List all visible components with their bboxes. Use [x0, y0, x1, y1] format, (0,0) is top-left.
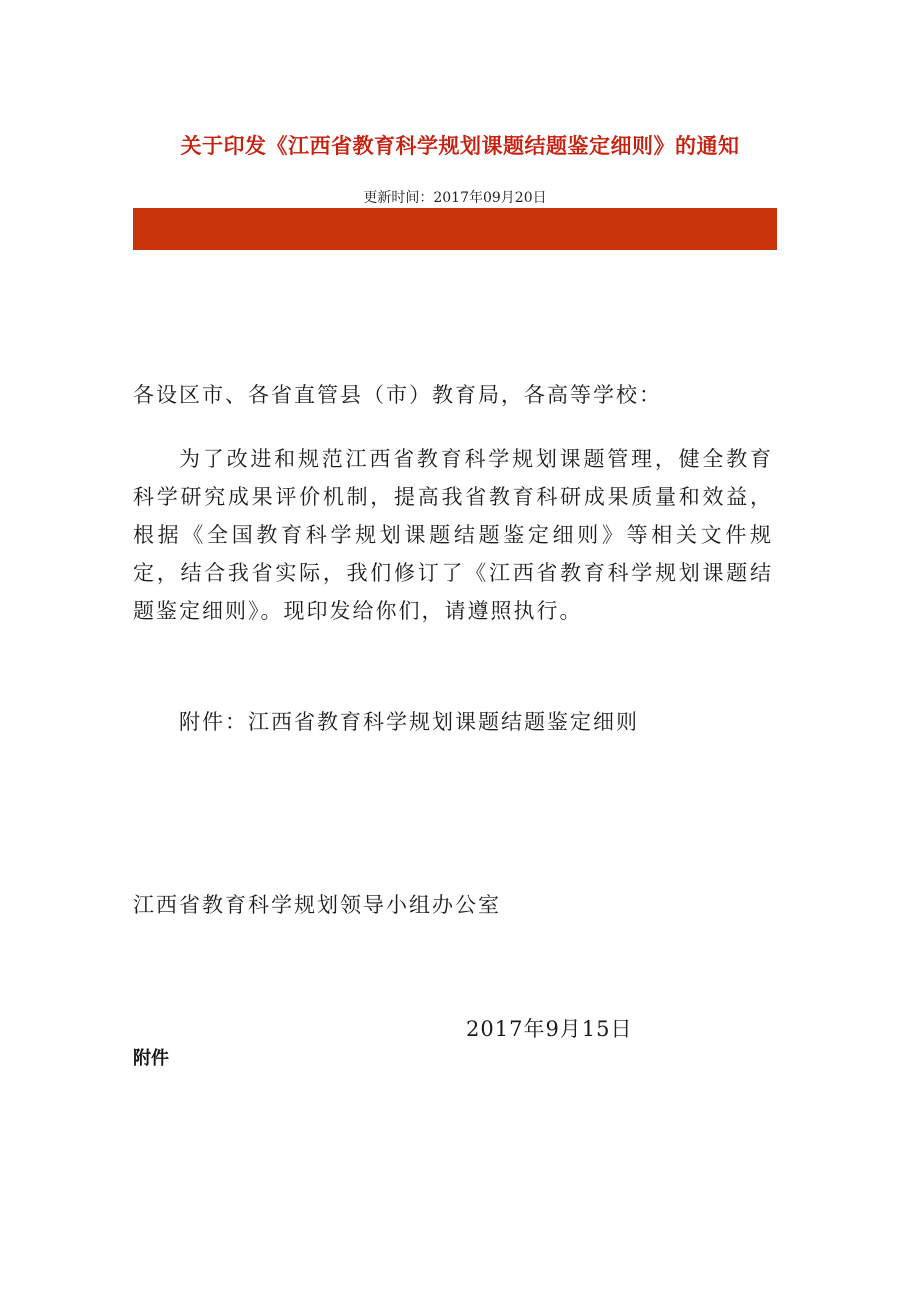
- header-banner: [133, 208, 777, 250]
- update-time: 更新时间：2017年09月20日: [363, 190, 547, 206]
- salutation: 各设区市、各省直管县（市）教育局，各高等学校：: [133, 383, 662, 407]
- body-paragraph: 为了改进和规范江西省教育科学规划课题管理，健全教育科学研究成果评价机制，提高我省教育科研成果质量和效益，根据《全国教育科学规划课题结题鉴定细则》等相关文件规定，结合我省实际，我们修订了《江西省教育科学规划课题结题鉴定细则》。现印发给你们，请遵照执行。: [133, 447, 773, 623]
- attachment-heading: 附件: [133, 1048, 169, 1069]
- issue-date: 2017年9月15日: [466, 1017, 633, 1041]
- issuer-signature: 江西省教育科学规划领导小组办公室: [133, 893, 501, 917]
- page-title: 关于印发《江西省教育科学规划课题结题鉴定细则》的通知: [180, 134, 740, 158]
- attachment-note: 附件：江西省教育科学规划课题结题鉴定细则: [179, 710, 639, 734]
